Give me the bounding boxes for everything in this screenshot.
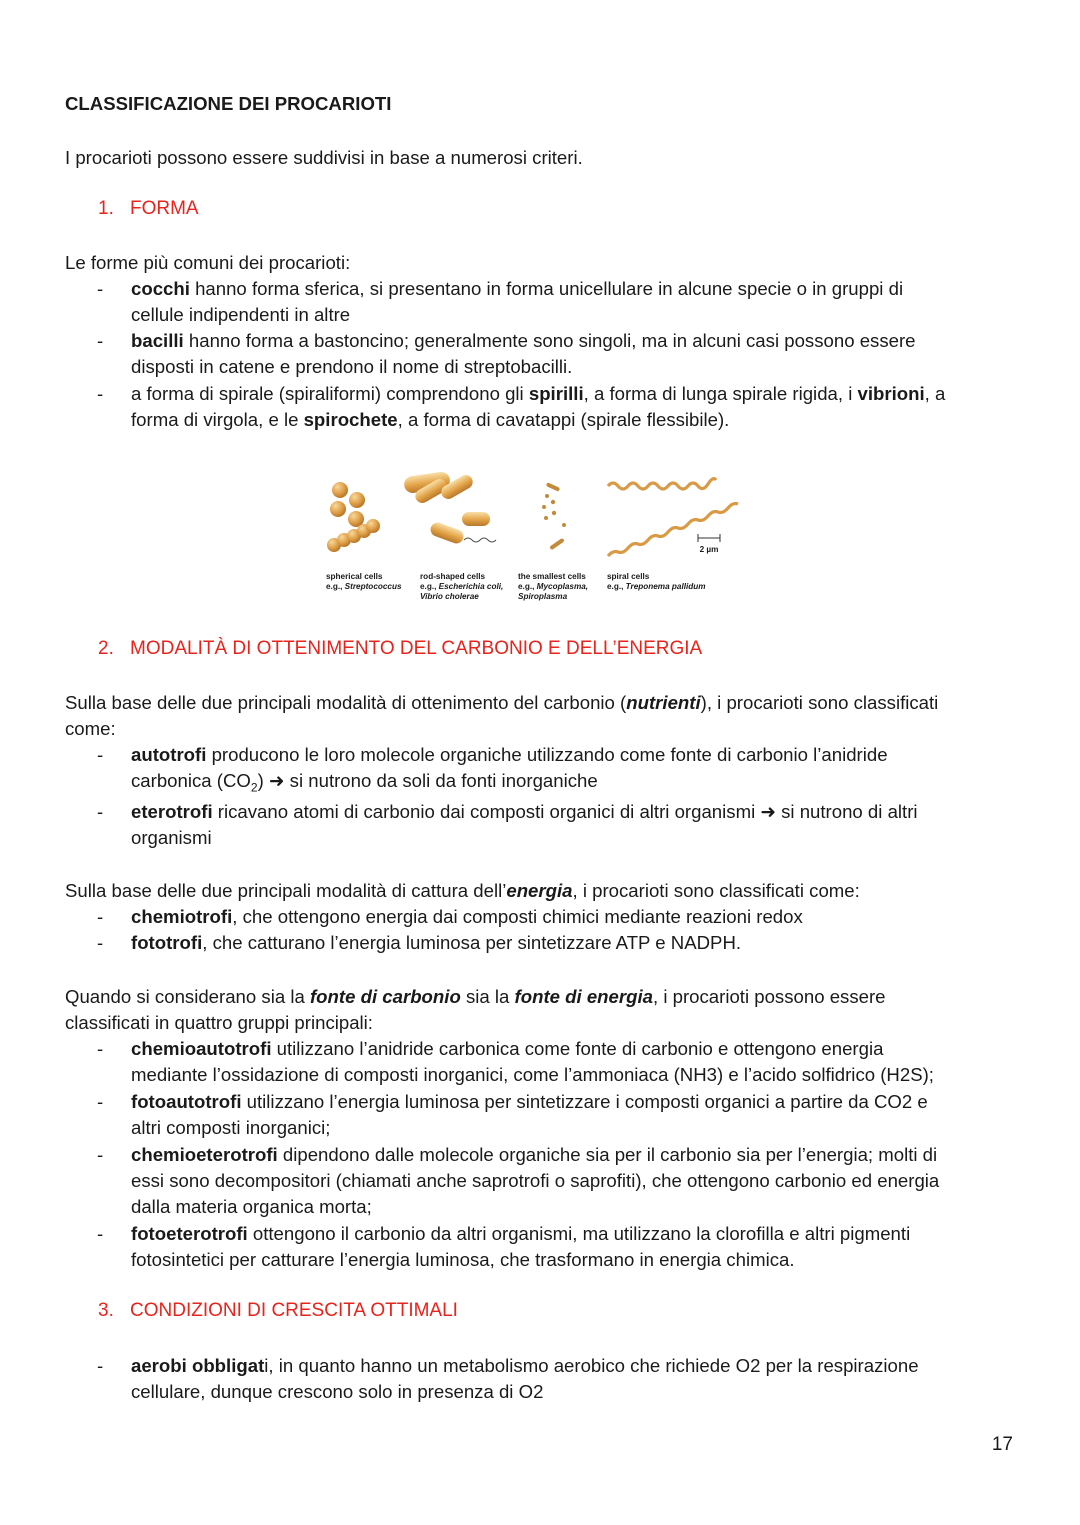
list-text: chemiotrofi, che ottengono energia dai composti chimici mediante reazioni redox	[131, 906, 803, 927]
figure-caption-rod	[420, 572, 503, 601]
list-text: fototrofi, che catturano l’energia luminosa per sintetizzare ATP e NADPH.	[131, 932, 742, 953]
list-text: chemioautotrofi utilizzano l’anidride carbonica come fonte di carbonio e ottengono energia mediante l’ossidazione di composti inorganici, come l’ammoniaca (NH3) e l’acido solfidrico (H2S);	[131, 1038, 934, 1085]
section-number: 3.	[98, 1300, 114, 1321]
svg-text:spherical cells: spherical cells	[326, 572, 383, 581]
smallest-cells-illustration	[542, 482, 566, 550]
intro-paragraph: I procarioti possono essere suddivisi in base a numerosi criteri.	[65, 147, 583, 168]
list-dash: -	[97, 1355, 104, 1376]
list-dash: -	[97, 1038, 104, 1059]
figure-caption-spiral	[607, 572, 706, 591]
list-text: fotoautotrofi utilizzano l’energia luminosa per sintetizzare i composti organici a partire da CO2 e altri composti inorganici;	[131, 1091, 928, 1138]
svg-text:e.g., Escherichia coli,: e.g., Escherichia coli,	[420, 582, 504, 591]
document-title: CLASSIFICAZIONE DEI PROCARIOTI	[65, 93, 392, 114]
spherical-cells-illustration	[327, 482, 380, 552]
carbonio-paragraph: Sulla base delle due principali modalità di ottenimento del carbonio (nutrienti), i procarioti sono classificati come:	[65, 692, 939, 739]
list-dash: -	[97, 1144, 104, 1165]
svg-text:e.g., Treponema pallidum: e.g., Treponema pallidum	[607, 582, 706, 591]
section-label: FORMA	[130, 198, 199, 219]
list-text: fotoeterotrofi ottengono il carbonio da altri organismi, ma utilizzano la clorofilla e altri pigmenti fotosintetici per catturare l’energia luminosa, che trasformano in energia chimica.	[131, 1223, 911, 1270]
section-number: 2.	[98, 638, 114, 659]
prokaryote-shapes-figure	[320, 466, 760, 606]
section-heading-crescita	[98, 1300, 458, 1322]
rod-shaped-cells-illustration	[403, 471, 496, 546]
list-text: aerobi obbligati, in quanto hanno un metabolismo aerobico che richiede O2 per la respirazione cellulare, dunque crescono solo in presenza di O2	[131, 1355, 919, 1402]
list-text: eterotrofi ricavano atomi di carbonio dai composti organici di altri organismi ➜ si nutrono di altri organismi	[131, 801, 918, 848]
section-label: CONDIZIONI DI CRESCITA OTTIMALI	[130, 1300, 458, 1321]
list-dash: -	[97, 744, 104, 765]
list-dash: -	[97, 330, 104, 351]
list-text: autotrofi producono le loro molecole organiche utilizzando come fonte di carbonio l’anidride carbonica $(CO_2)$ ➜ si nutrono da soli da fonti inorganiche	[131, 744, 888, 795]
section-label: MODALITÀ DI OTTENIMENTO DEL CARBONIO E DELL’ENERGIA	[130, 638, 703, 659]
scale-bar-label: 2 µm	[699, 545, 719, 554]
section-heading-carbonio-energia	[98, 638, 702, 660]
svg-text:e.g., Mycoplasma,: e.g., Mycoplasma,	[518, 582, 589, 591]
list-text: a forma di spirale (spiraliformi) comprendono gli spirilli, a forma di lunga spirale rigida, i vibrioni, a forma di virgola, e le spirochete, a forma di cavatappi (spirale flessibile).	[131, 383, 946, 430]
gruppi-paragraph: Quando si considerano sia la fonte di carbonio sia la fonte di energia, i procarioti possono essere classificati in quattro gruppi principali:	[65, 986, 886, 1033]
figure-caption-smallest	[518, 572, 588, 601]
list-dash: -	[97, 801, 104, 822]
svg-text:spiral cells: spiral cells	[607, 572, 650, 581]
list-dash: -	[97, 278, 104, 299]
list-dash: -	[97, 906, 104, 927]
forma-lead: Le forme più comuni dei procarioti:	[65, 252, 351, 273]
list-text: bacilli hanno forma a bastoncino; generalmente sono singoli, ma in alcuni casi possono essere disposti in catene e prendono il nome di streptobacilli.	[131, 330, 916, 377]
section-heading-forma	[98, 198, 199, 220]
svg-text:Spiroplasma: Spiroplasma	[518, 592, 568, 601]
svg-text:the smallest cells: the smallest cells	[518, 572, 586, 581]
list-dash: -	[97, 932, 104, 953]
svg-text:rod-shaped cells: rod-shaped cells	[420, 572, 486, 581]
section-number: 1.	[98, 198, 114, 219]
list-text: cocchi hanno forma sferica, si presentano in forma unicellulare in alcune specie o in gruppi di cellule indipendenti in altre	[131, 278, 904, 325]
spiral-cells-illustration	[608, 479, 738, 556]
svg-text:e.g., Streptococcus: e.g., Streptococcus	[326, 582, 402, 591]
page-number: 17	[991, 1434, 1013, 1455]
list-dash: -	[97, 383, 104, 404]
list-dash: -	[97, 1223, 104, 1244]
energia-paragraph: Sulla base delle due principali modalità di cattura dell’energia, i procarioti sono classificati come:	[65, 880, 860, 901]
list-dash: -	[97, 1091, 104, 1112]
list-text: chemioeterotrofi dipendono dalle molecole organiche sia per il carbonio sia per l’energia; molti di essi sono decompositori (chiamati anche saprotrofi o saprofiti), che ottengono carbonio ed energia dalla materia organica morta;	[131, 1144, 940, 1217]
svg-text:Vibrio cholerae: Vibrio cholerae	[420, 592, 479, 601]
figure-caption-spherical	[326, 572, 402, 591]
